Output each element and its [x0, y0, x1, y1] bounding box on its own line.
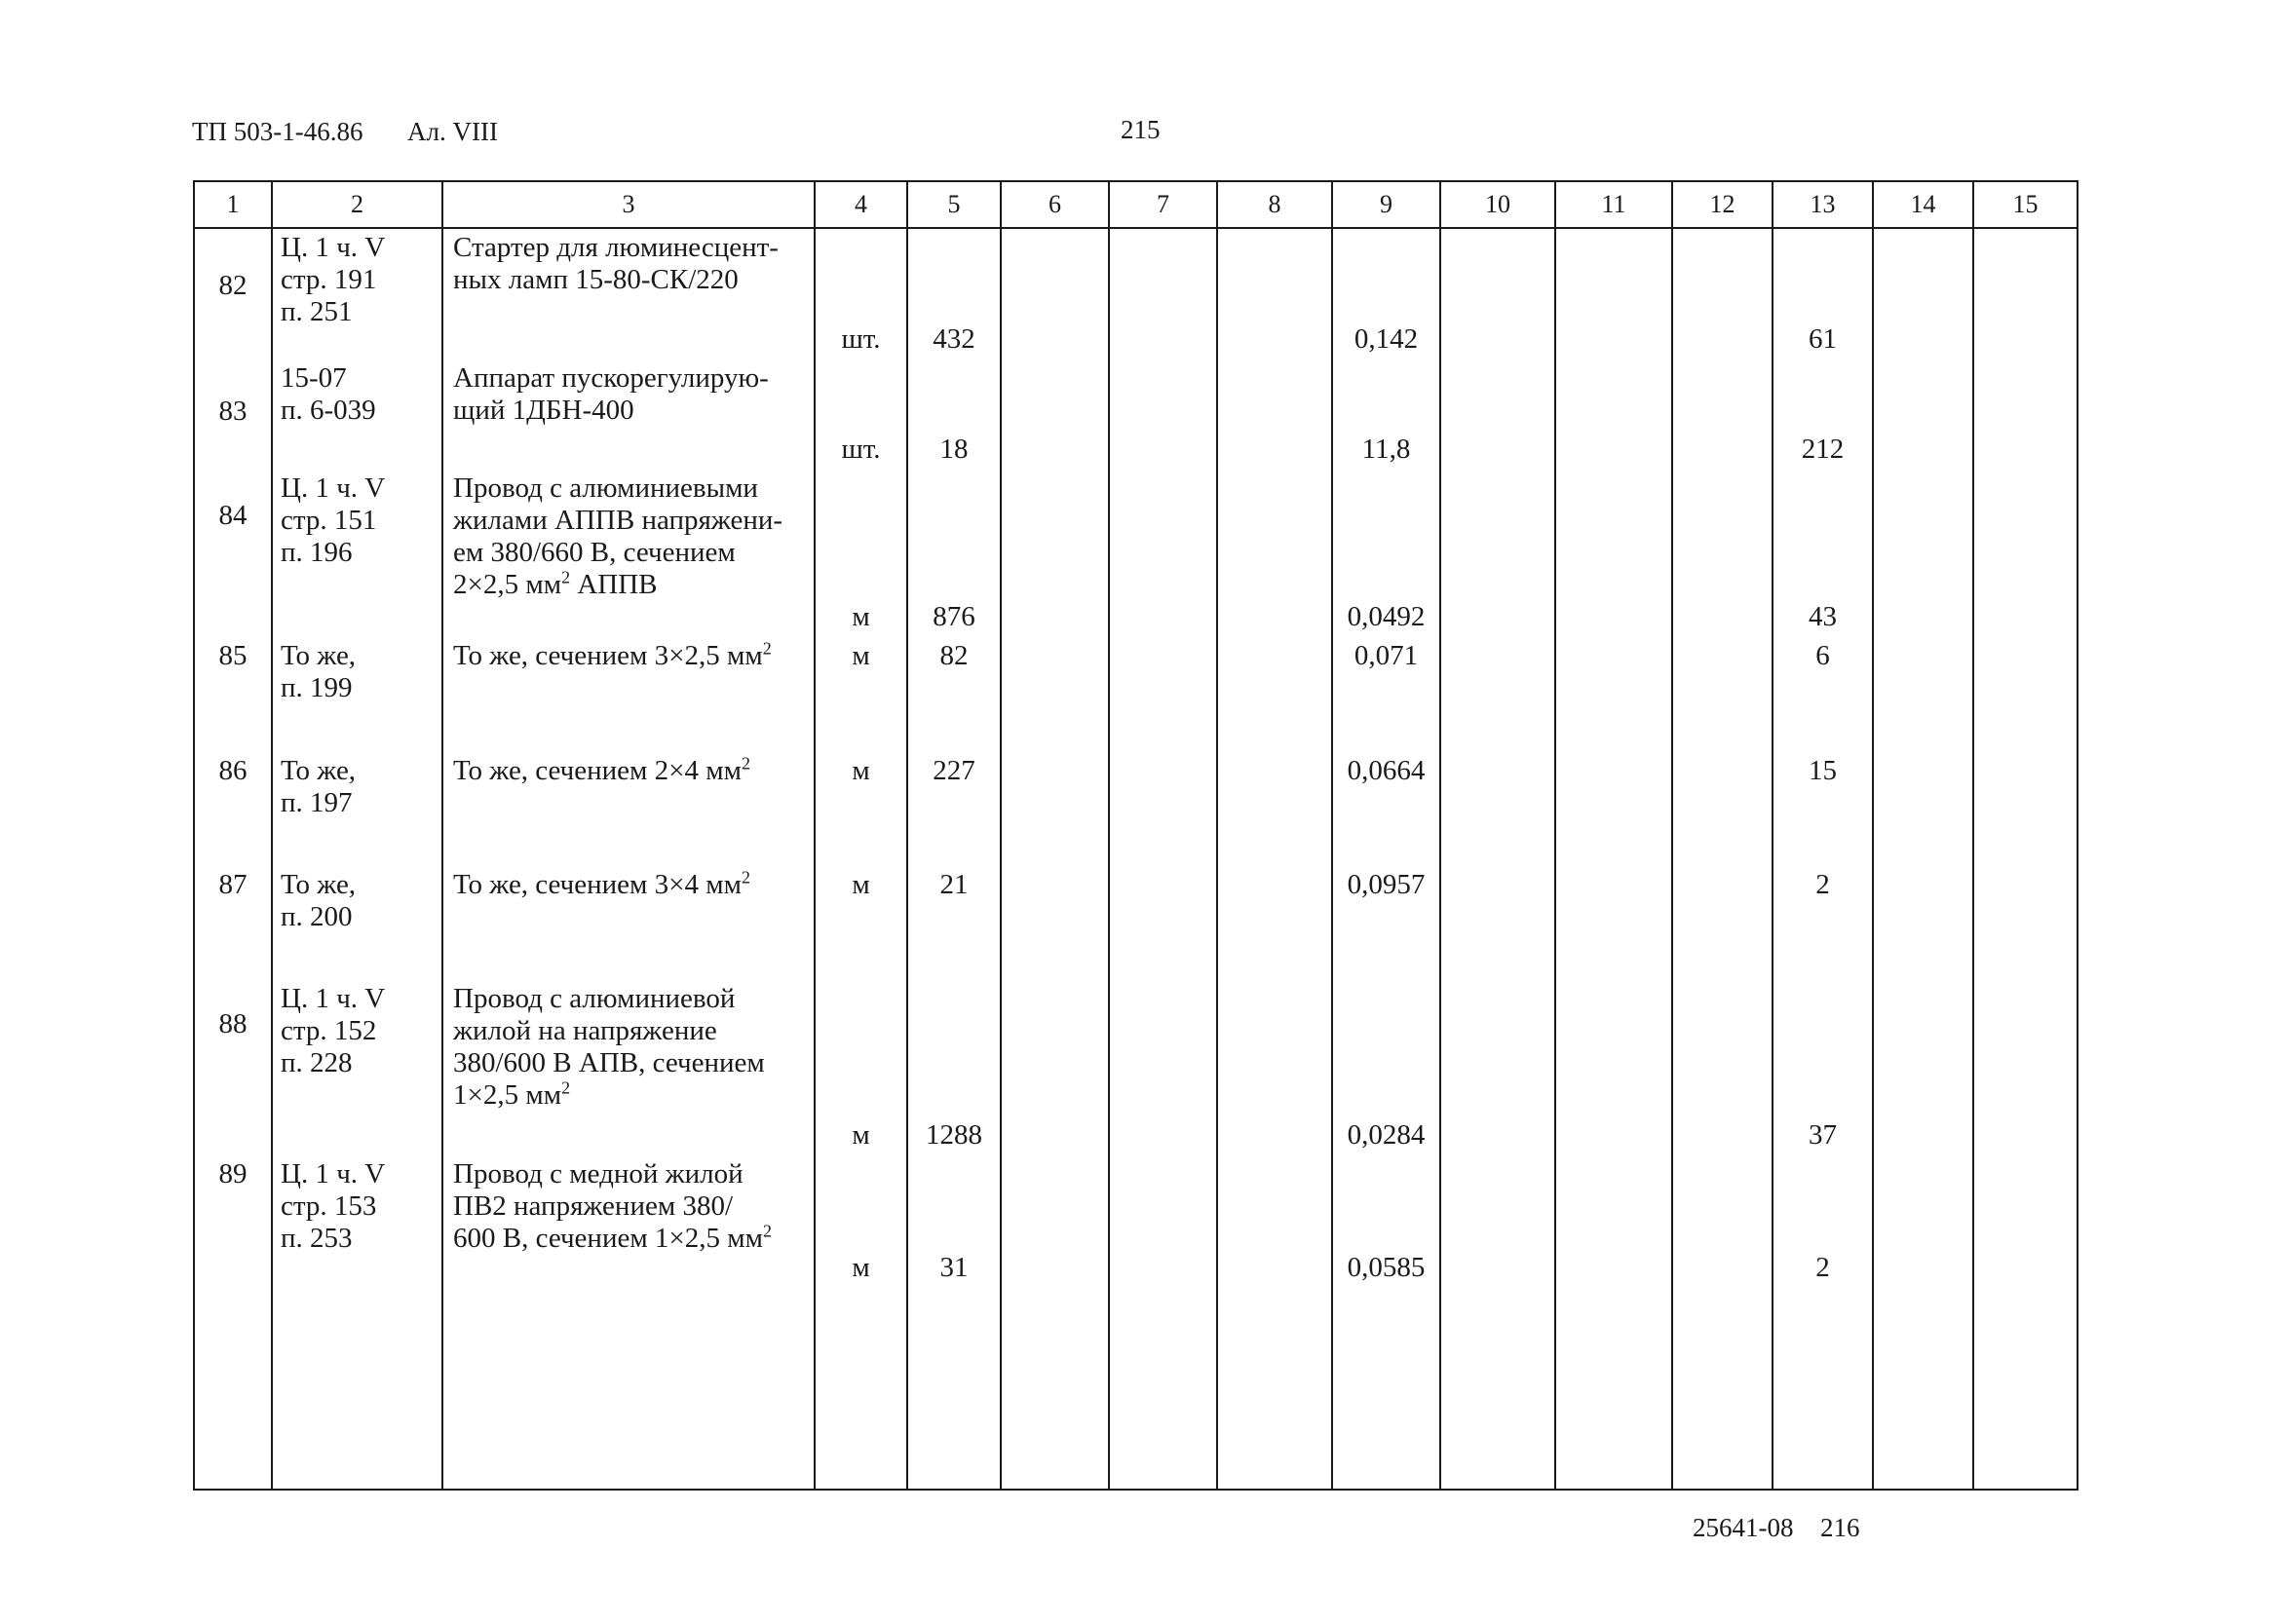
column-header: 14: [1873, 181, 1973, 228]
row-number: 88: [194, 980, 272, 1155]
col14-cell: [1873, 637, 1973, 752]
col6-cell: [1001, 637, 1109, 752]
document-code: ТП 503-1-46.86: [192, 117, 363, 146]
column-header: 10: [1440, 181, 1555, 228]
reference-line: То же,: [281, 640, 357, 671]
reference-cell: [272, 470, 442, 637]
total-cell: [1773, 866, 1873, 980]
reference-line: п. 197: [281, 787, 353, 818]
description-cell: [442, 470, 815, 637]
row-number: 86: [194, 752, 272, 866]
cell-value: 2: [1815, 1252, 1830, 1283]
col14-cell: [1873, 980, 1973, 1155]
table-row: [194, 980, 2078, 1155]
col7-cell: [1109, 752, 1217, 866]
col12-cell: [1672, 359, 1773, 470]
col11-cell: [1555, 1155, 1672, 1288]
specification-table: [193, 180, 2078, 1491]
cell-value: 18: [939, 434, 969, 465]
cell-value: 31: [939, 1252, 969, 1283]
unit-weight-cell: [1332, 228, 1440, 359]
col12-cell: [1672, 752, 1773, 866]
unit-weight-cell: [1332, 359, 1440, 470]
col10-cell: [1440, 470, 1555, 637]
row-number: 83: [194, 359, 272, 470]
col7-cell: [1109, 228, 1217, 359]
col8-cell: [1217, 1155, 1332, 1288]
description-line: жилами АППВ напряжени-: [453, 505, 783, 536]
empty-cell: [1001, 1288, 1109, 1490]
quantity-cell: [907, 752, 1001, 866]
cell-value: 43: [1809, 601, 1837, 632]
cell-value: 21: [939, 869, 969, 900]
reference-line: Ц. 1 ч. V: [281, 472, 386, 504]
total-cell: [1773, 228, 1873, 359]
description-line: Аппарат пускорегулирую-: [453, 362, 769, 394]
unit-weight-cell: [1332, 470, 1440, 637]
empty-cell: [1672, 1288, 1773, 1490]
col11-cell: [1555, 637, 1672, 752]
col12-cell: [1672, 637, 1773, 752]
col14-cell: [1873, 752, 1973, 866]
total-cell: [1773, 637, 1873, 752]
quantity-cell: [907, 359, 1001, 470]
reference-cell: [272, 359, 442, 470]
col11-cell: [1555, 470, 1672, 637]
reference-line: Ц. 1 ч. V: [281, 983, 386, 1014]
description-line: 1×2,5 $мм^2$: [453, 1077, 571, 1111]
reference-line: стр. 191: [281, 264, 377, 295]
col12-cell: [1672, 980, 1773, 1155]
total-cell: [1773, 752, 1873, 866]
reference-line: стр. 153: [281, 1190, 377, 1222]
col12-cell: [1672, 866, 1773, 980]
cell-value: 0,0957: [1347, 869, 1426, 900]
description-line: То же, сечением 2×4 $мм^2$: [453, 753, 750, 786]
empty-cell: [1332, 1288, 1440, 1490]
reference-line: п. 6-039: [281, 395, 376, 426]
col10-cell: [1440, 1155, 1555, 1288]
description-line: Провод с алюминиевой: [453, 983, 736, 1014]
description-cell: [442, 866, 815, 980]
unit-cell: [815, 359, 907, 470]
cell-value: м: [852, 640, 870, 671]
cell-value: м: [852, 1252, 870, 1283]
empty-cell: [194, 1288, 272, 1490]
description-line: 600 В, сечением 1×2,5 $мм^2$: [453, 1221, 772, 1254]
description-cell: [442, 228, 815, 359]
row-number: 87: [194, 866, 272, 980]
total-cell: [1773, 1155, 1873, 1288]
col8-cell: [1217, 980, 1332, 1155]
col12-cell: [1672, 470, 1773, 637]
col11-cell: [1555, 866, 1672, 980]
quantity-cell: [907, 470, 1001, 637]
empty-cell: [1217, 1288, 1332, 1490]
unit-cell: [815, 752, 907, 866]
col14-cell: [1873, 470, 1973, 637]
description-line: То же, сечением 3×2,5 $мм^2$: [453, 638, 772, 671]
col6-cell: [1001, 470, 1109, 637]
description-cell: [442, 359, 815, 470]
col7-cell: [1109, 637, 1217, 752]
col15-cell: [1973, 980, 2078, 1155]
quantity-cell: [907, 980, 1001, 1155]
cell-value: 37: [1809, 1119, 1837, 1151]
cell-value: 0,0284: [1347, 1119, 1426, 1151]
column-header: 4: [815, 181, 907, 228]
description-line: ных ламп 15-80-СК/220: [453, 264, 739, 295]
table-row: [194, 228, 2078, 359]
reference-line: п. 228: [281, 1047, 353, 1078]
table-row: [194, 1155, 2078, 1288]
column-header: 5: [907, 181, 1001, 228]
reference-line: стр. 151: [281, 505, 377, 536]
unit-weight-cell: [1332, 752, 1440, 866]
total-cell: [1773, 980, 1873, 1155]
table-row: [194, 752, 2078, 866]
column-header: 8: [1217, 181, 1332, 228]
row-number: 89: [194, 1155, 272, 1288]
col6-cell: [1001, 228, 1109, 359]
column-header: 11: [1555, 181, 1672, 228]
description-cell: [442, 637, 815, 752]
reference-line: Ц. 1 ч. V: [281, 1158, 386, 1190]
column-header: 9: [1332, 181, 1440, 228]
col12-cell: [1672, 228, 1773, 359]
row-number: 85: [194, 637, 272, 752]
col8-cell: [1217, 752, 1332, 866]
column-header: 2: [272, 181, 442, 228]
description-line: ПВ2 напряжением 380/: [453, 1190, 733, 1222]
col11-cell: [1555, 359, 1672, 470]
empty-cell: [1440, 1288, 1555, 1490]
col15-cell: [1973, 637, 2078, 752]
column-header: 3: [442, 181, 815, 228]
description-line: 380/600 В АПВ, сечением: [453, 1047, 765, 1078]
col15-cell: [1973, 359, 2078, 470]
cell-value: м: [852, 755, 870, 786]
spacer-row: [194, 1288, 2078, 1490]
description-line: щий 1ДБН-400: [453, 395, 634, 426]
quantity-cell: [907, 1155, 1001, 1288]
column-header: 1: [194, 181, 272, 228]
empty-cell: [815, 1288, 907, 1490]
col8-cell: [1217, 866, 1332, 980]
unit-weight-cell: [1332, 980, 1440, 1155]
col8-cell: [1217, 359, 1332, 470]
reference-cell: [272, 1155, 442, 1288]
col6-cell: [1001, 359, 1109, 470]
description-line: Провод с медной жилой: [453, 1158, 744, 1190]
page-number: 215: [1121, 115, 1161, 144]
reference-line: п. 199: [281, 672, 353, 703]
col6-cell: [1001, 1155, 1109, 1288]
reference-cell: [272, 866, 442, 980]
footer-page-number: 216: [1820, 1513, 1860, 1542]
col10-cell: [1440, 866, 1555, 980]
cell-value: 432: [933, 323, 975, 355]
col7-cell: [1109, 470, 1217, 637]
description-line: ем 380/660 В, сечением: [453, 537, 736, 568]
cell-value: 61: [1809, 323, 1837, 355]
unit-cell: [815, 637, 907, 752]
empty-cell: [1555, 1288, 1672, 1490]
col8-cell: [1217, 637, 1332, 752]
col8-cell: [1217, 470, 1332, 637]
cell-value: 6: [1815, 640, 1830, 671]
album-number: Ал. VIII: [407, 117, 498, 146]
row-number: 82: [194, 228, 272, 359]
reference-cell: [272, 980, 442, 1155]
total-cell: [1773, 470, 1873, 637]
cell-value: 876: [933, 601, 975, 632]
description-line: жилой на напряжение: [453, 1015, 717, 1046]
reference-line: п. 196: [281, 537, 353, 568]
column-number-row: [194, 181, 2078, 228]
col14-cell: [1873, 359, 1973, 470]
col10-cell: [1440, 359, 1555, 470]
col15-cell: [1973, 228, 2078, 359]
cell-value: 11,8: [1361, 434, 1411, 465]
reference-line: п. 253: [281, 1223, 353, 1254]
footer-code: 25641-08: [1693, 1513, 1794, 1542]
cell-value: 212: [1801, 434, 1845, 465]
column-header: 12: [1672, 181, 1773, 228]
empty-cell: [1773, 1288, 1873, 1490]
cell-value: 2: [1815, 869, 1830, 900]
description-line: Провод с алюминиевыми: [453, 472, 758, 504]
cell-value: 82: [939, 640, 969, 671]
reference-cell: [272, 228, 442, 359]
quantity-cell: [907, 866, 1001, 980]
unit-weight-cell: [1332, 1155, 1440, 1288]
col7-cell: [1109, 1155, 1217, 1288]
col11-cell: [1555, 752, 1672, 866]
description-cell: [442, 1155, 815, 1288]
cell-value: 0,142: [1354, 323, 1419, 355]
cell-value: 0,071: [1354, 640, 1419, 671]
col11-cell: [1555, 228, 1672, 359]
unit-cell: [815, 470, 907, 637]
cell-value: 1288: [926, 1119, 982, 1151]
col6-cell: [1001, 980, 1109, 1155]
empty-cell: [907, 1288, 1001, 1490]
description-cell: [442, 980, 815, 1155]
reference-cell: [272, 637, 442, 752]
col6-cell: [1001, 752, 1109, 866]
cell-value: м: [852, 1119, 870, 1151]
column-header: 6: [1001, 181, 1109, 228]
empty-cell: [1973, 1288, 2078, 1490]
description-line: То же, сечением 3×4 $мм^2$: [453, 867, 750, 900]
table-row: [194, 470, 2078, 637]
col10-cell: [1440, 752, 1555, 866]
reference-line: стр. 152: [281, 1015, 377, 1046]
cell-value: 0,0585: [1347, 1252, 1426, 1283]
cell-value: шт.: [841, 434, 881, 465]
description-line: 2×2,5 $мм^2$ АППВ: [453, 567, 658, 600]
cell-value: шт.: [841, 323, 881, 355]
col10-cell: [1440, 637, 1555, 752]
col12-cell: [1672, 1155, 1773, 1288]
quantity-cell: [907, 637, 1001, 752]
unit-cell: [815, 228, 907, 359]
cell-value: 15: [1809, 755, 1837, 786]
col15-cell: [1973, 470, 2078, 637]
reference-line: То же,: [281, 869, 357, 900]
reference-line: Ц. 1 ч. V: [281, 232, 386, 263]
col6-cell: [1001, 866, 1109, 980]
unit-cell: [815, 1155, 907, 1288]
cell-value: м: [852, 601, 870, 632]
row-number: 84: [194, 470, 272, 637]
col7-cell: [1109, 866, 1217, 980]
col8-cell: [1217, 228, 1332, 359]
empty-cell: [442, 1288, 815, 1490]
col15-cell: [1973, 752, 2078, 866]
description-line: Стартер для люминесцент-: [453, 232, 779, 263]
empty-cell: [1109, 1288, 1217, 1490]
reference-line: п. 251: [281, 296, 353, 327]
reference-line: 15-07: [281, 362, 347, 394]
col11-cell: [1555, 980, 1672, 1155]
col14-cell: [1873, 1155, 1973, 1288]
col7-cell: [1109, 359, 1217, 470]
unit-cell: [815, 866, 907, 980]
cell-value: 0,0492: [1347, 601, 1426, 632]
quantity-cell: [907, 228, 1001, 359]
col14-cell: [1873, 866, 1973, 980]
column-header: 7: [1109, 181, 1217, 228]
table-row: [194, 359, 2078, 470]
unit-weight-cell: [1332, 637, 1440, 752]
col15-cell: [1973, 1155, 2078, 1288]
table-row: [194, 637, 2078, 752]
column-header: 13: [1773, 181, 1873, 228]
reference-line: п. 200: [281, 901, 353, 932]
col10-cell: [1440, 980, 1555, 1155]
unit-weight-cell: [1332, 866, 1440, 980]
col10-cell: [1440, 228, 1555, 359]
col14-cell: [1873, 228, 1973, 359]
table-row: [194, 866, 2078, 980]
cell-value: 0,0664: [1347, 755, 1426, 786]
col15-cell: [1973, 866, 2078, 980]
cell-value: м: [852, 869, 870, 900]
cell-value: 227: [933, 755, 975, 786]
reference-line: То же,: [281, 755, 357, 786]
column-header: 15: [1973, 181, 2078, 228]
description-cell: [442, 752, 815, 866]
reference-cell: [272, 752, 442, 866]
empty-cell: [1873, 1288, 1973, 1490]
col7-cell: [1109, 980, 1217, 1155]
empty-cell: [272, 1288, 442, 1490]
total-cell: [1773, 359, 1873, 470]
unit-cell: [815, 980, 907, 1155]
